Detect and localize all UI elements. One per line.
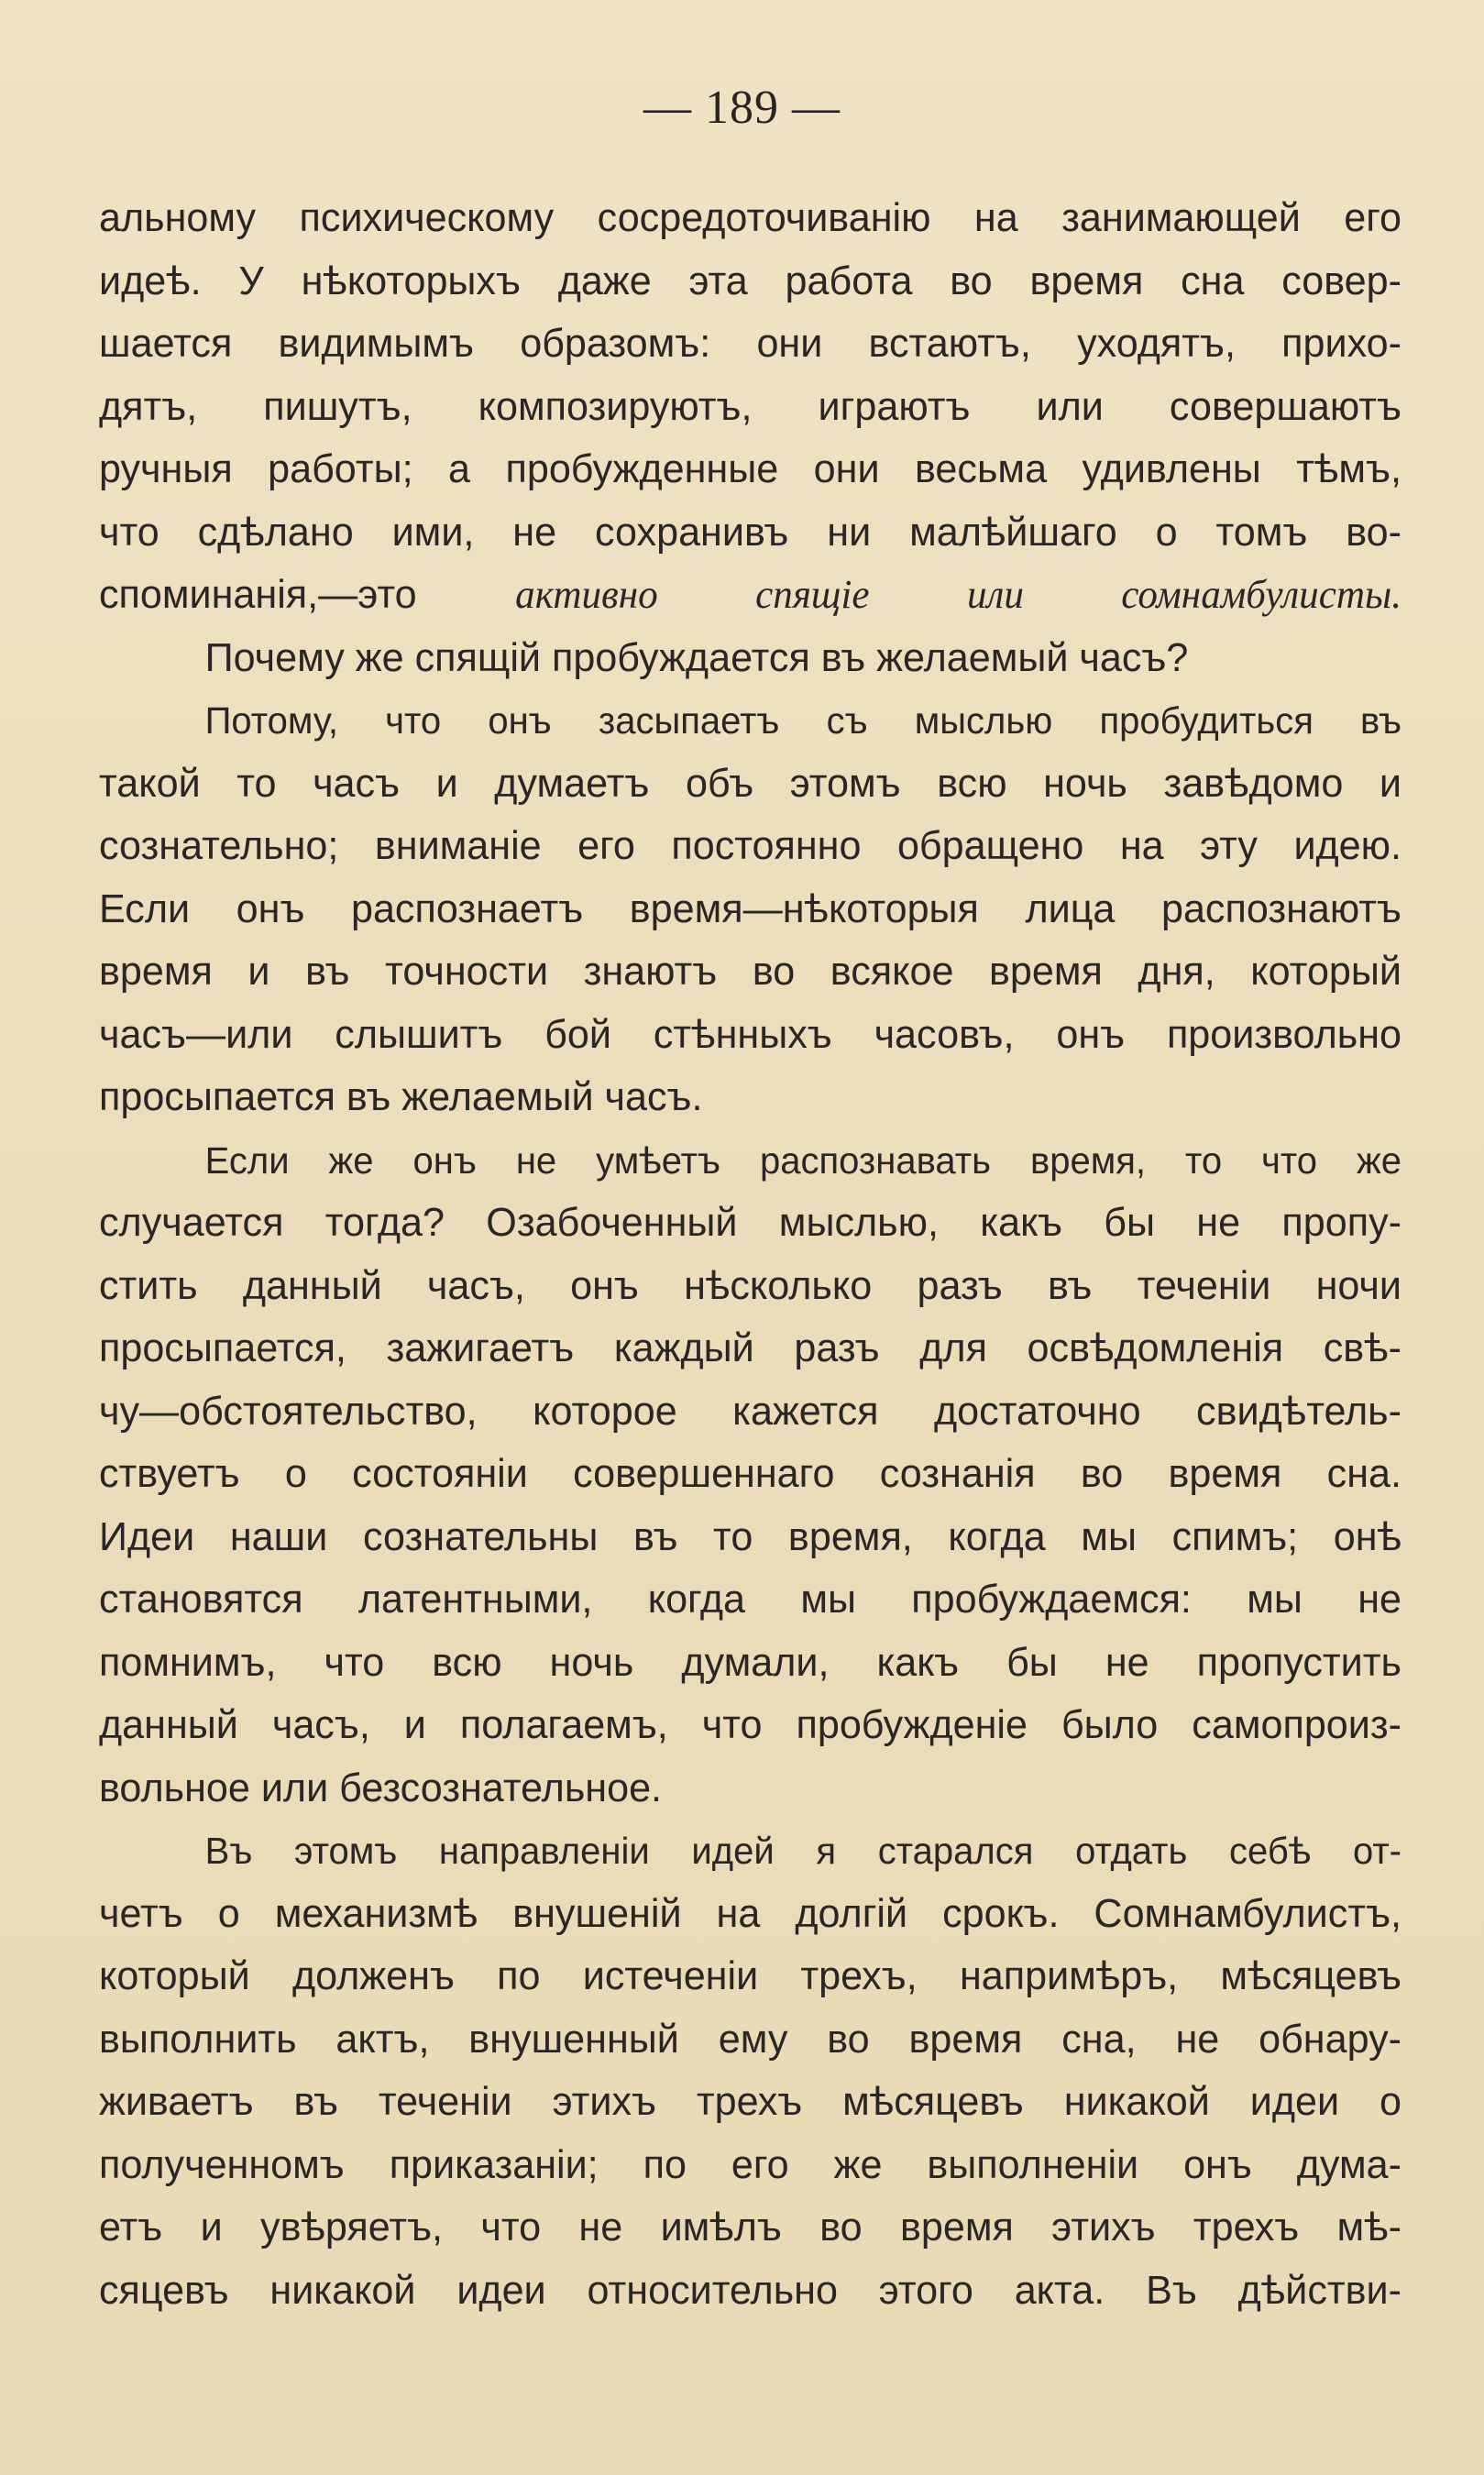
- text-line: [99, 376, 1402, 439]
- line-text: стить данный часъ, онъ нѣсколько разъ въ теченіи ночи: [99, 1262, 1402, 1308]
- line-text: живаетъ въ теченіи этихъ трехъ мѣсяцевъ никакой идеи о: [99, 2079, 1402, 2124]
- line-text: выполнить актъ, внушенный ему во время сна, не обнару-: [99, 2016, 1402, 2062]
- line-text: дятъ, пишутъ, композируютъ, играютъ или совершаютъ: [99, 383, 1402, 429]
- text-line: [99, 1066, 1402, 1129]
- line-text: Если онъ распознаетъ время—нѣкоторыя лица распознаютъ: [99, 886, 1402, 931]
- line-text: полученномъ приказаніи; по его же выполненіи онъ дума-: [99, 2141, 1402, 2187]
- text-line: [99, 627, 1402, 690]
- line-text: сознательно; вниманіе его постоянно обращено на эту идею.: [99, 823, 1402, 868]
- line-text: Въ этомъ направленіи идей я старался отдать себѣ от-: [204, 1830, 1402, 1872]
- text-line: [99, 1568, 1402, 1632]
- line-text: который долженъ по истеченіи трехъ, напримѣръ, мѣсяцевъ: [99, 1953, 1402, 1998]
- text-line: [99, 1506, 1402, 1569]
- text-line: [99, 1883, 1402, 1946]
- text-line: [99, 1820, 1402, 1883]
- text-line: [99, 940, 1402, 1004]
- text-line: [99, 815, 1402, 878]
- text-line: [99, 1945, 1402, 2008]
- line-text: случается тогда? Озабоченный мыслью, какъ бы не пропу-: [99, 1200, 1402, 1245]
- line-text: споминанія,—это: [99, 572, 516, 617]
- italic-phrase: активно спящіе или сомнамбулисты.: [515, 572, 1402, 617]
- text-line: [99, 1317, 1402, 1380]
- line-text: становятся латентными, когда мы пробуждаемся: мы не: [99, 1577, 1402, 1622]
- text-line: [99, 2071, 1402, 2134]
- line-text: идеѣ. У нѣкоторыхъ даже эта работа во время сна совер-: [99, 258, 1402, 303]
- line-text: вольное или безсознательное.: [99, 1765, 663, 1810]
- line-text: время и въ точности знаютъ во всякое время дня, который: [99, 949, 1402, 994]
- text-line: [99, 689, 1402, 753]
- line-text: чу—обстоятельство, которое кажется достаточно свидѣтель-: [99, 1388, 1402, 1434]
- text-line: [99, 1255, 1402, 1318]
- line-text: сяцевъ никакой идеи относительно этого акта. Въ дѣйстви-: [99, 2267, 1402, 2313]
- line-text: альному психическому сосредоточиванію на занимающей его: [99, 195, 1402, 240]
- text-line: [99, 1192, 1402, 1255]
- text-line: [99, 438, 1402, 501]
- line-text: четъ о механизмѣ внушеній на долгій срокъ. Сомнамбулистъ,: [99, 1890, 1402, 1936]
- page-number: — 189 —: [643, 82, 841, 134]
- text-line: [99, 501, 1402, 565]
- text-line: [99, 564, 1402, 627]
- line-text: помнимъ, что всю ночь думали, какъ бы не пропустить: [99, 1639, 1402, 1685]
- line-text: просыпается, зажигаетъ каждый разъ для освѣдомленія свѣ-: [99, 1326, 1402, 1370]
- text-line: [99, 1757, 1402, 1820]
- line-text: данный часъ, и полагаемъ, что пробужденіе было самопроиз-: [99, 1702, 1402, 1747]
- line-text: что сдѣлано ими, не сохранивъ ни малѣйшаго о томъ во-: [99, 509, 1402, 555]
- line-text: етъ и увѣряетъ, что не имѣлъ во время этихъ трехъ мѣ-: [99, 2205, 1402, 2250]
- line-text: Потому, что онъ засыпаетъ съ мыслью пробудиться въ: [204, 699, 1402, 742]
- text-line: [99, 2260, 1402, 2323]
- text-line: [99, 1004, 1402, 1067]
- text-line: [99, 313, 1402, 376]
- line-text: ручныя работы; а пробужденные они весьма удивлены тѣмъ,: [99, 446, 1402, 491]
- text-line: [99, 1380, 1402, 1444]
- text-line: [99, 250, 1402, 314]
- line-text: шается видимымъ образомъ: они встаютъ, уходятъ, прихо-: [99, 321, 1402, 366]
- line-text: ствуетъ о состояніи совершеннаго сознанія во время сна.: [99, 1451, 1402, 1496]
- line-text: часъ—или слышитъ бой стѣнныхъ часовъ, онъ произвольно: [99, 1011, 1402, 1057]
- text-line: [99, 2008, 1402, 2072]
- text-line: [99, 878, 1402, 941]
- text-line: [99, 1129, 1402, 1193]
- text-line: [99, 1694, 1402, 1757]
- body-text: [99, 187, 1402, 2322]
- line-text: просыпается въ желаемый часъ.: [99, 1074, 703, 1119]
- text-line: [99, 2134, 1402, 2197]
- line-text: такой то часъ и думаетъ объ этомъ всю ночь завѣдомо и: [99, 760, 1402, 806]
- text-line: [99, 2196, 1402, 2260]
- line-text: Идеи наши сознательны въ то время, когда мы спимъ; онѣ: [99, 1513, 1402, 1559]
- text-line: [99, 1632, 1402, 1695]
- text-line: [99, 1443, 1402, 1506]
- text-line: [99, 753, 1402, 816]
- line-text: Если же онъ не умѣетъ распознавать время, то что же: [204, 1138, 1402, 1182]
- text-line: [99, 187, 1402, 250]
- line-text: Почему же спящій пробуждается въ желаемый часъ?: [204, 634, 1189, 680]
